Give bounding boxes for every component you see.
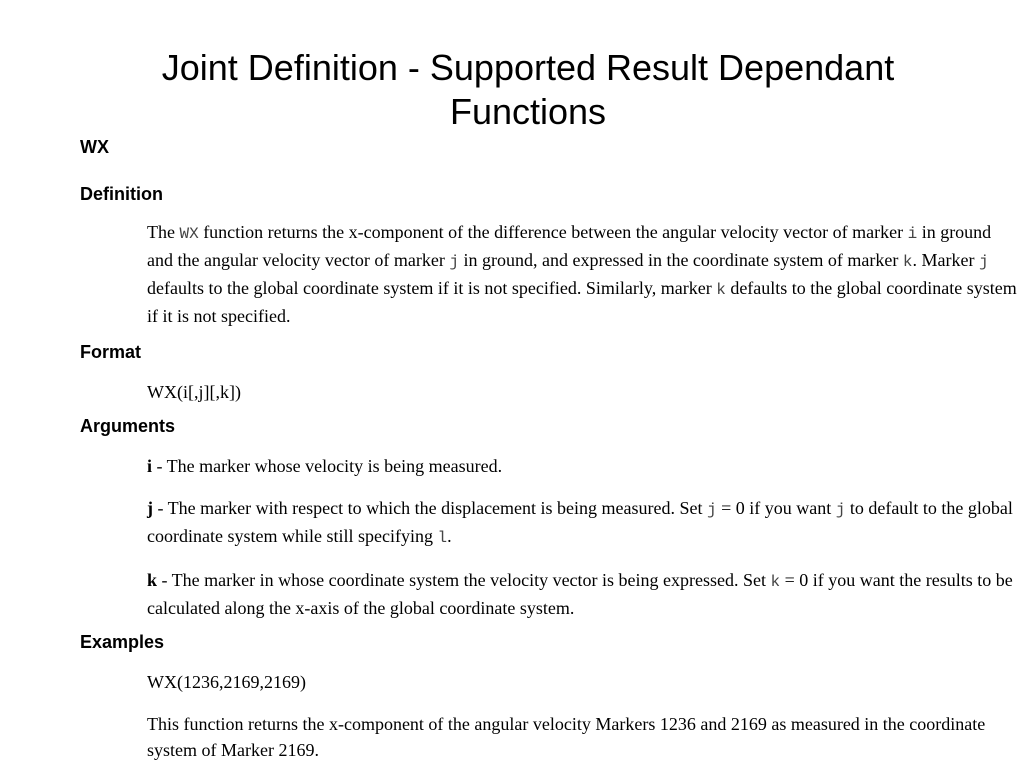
definition-text-part: defaults to the global coordinate system if it is not specified. Similarly, marker [147, 278, 717, 298]
definition-text-part: . Marker [912, 250, 979, 270]
definition-text-part: in ground, and expressed in the coordinate system of marker [458, 250, 903, 270]
code-token: l [437, 529, 448, 547]
definition-text [80, 219, 1020, 329]
argument-name: k [147, 570, 158, 590]
argument-text-part: = 0 if you want [716, 498, 836, 518]
argument-j [80, 495, 1020, 551]
argument-text-part: - The marker with respect to which the displacement is being measured. Set [153, 498, 708, 518]
code-token: j [835, 501, 846, 519]
argument-text-part: = 0 if you want the results to be calculated along the x-axis of the global coordinate system. [147, 570, 1013, 618]
definition-text-part: in ground and the angular velocity vector of marker [147, 222, 992, 270]
argument-text-part: . [447, 526, 452, 546]
title-line-2: Functions [449, 91, 607, 132]
code-token: WX [179, 225, 199, 243]
argument-name: j [147, 498, 153, 518]
code-token: i [907, 225, 918, 243]
definition-heading: Definition [80, 184, 163, 204]
code-token: j [449, 253, 459, 271]
examples-heading: Examples [80, 632, 165, 652]
code-token: k [902, 253, 913, 271]
example-description: This function returns the x-component of the angular velocity Markers 1236 and 2169 as measured in the coordinate system of Marker 2169. [147, 714, 986, 760]
argument-k [80, 567, 1020, 621]
slide-title [40, 46, 1016, 134]
definition-text-part: defaults to the global coordinate system if it is not specified. [147, 278, 1017, 326]
argument-name: i [147, 456, 153, 476]
format-heading: Format [80, 342, 142, 362]
format-syntax: WX(i[,j][,k]) [147, 382, 241, 402]
definition-text-part: The [147, 222, 180, 242]
arguments-heading: Arguments [80, 416, 176, 436]
definition-text-part: function returns the x-component of the difference between the angular velocity vector of marker [198, 222, 908, 242]
title-line-1: Joint Definition - Supported Result Dependant [161, 47, 895, 88]
code-token: j [978, 253, 989, 271]
argument-text-part: - The marker in whose coordinate system the velocity vector is being expressed. Set [157, 570, 771, 590]
code-token: k [770, 573, 781, 591]
function-name-heading: WX [80, 137, 109, 157]
argument-text-part: to default to the global coordinate system while still specifying [147, 498, 1013, 546]
example-code: WX(1236,2169,2169) [147, 672, 306, 692]
code-token: k [716, 281, 726, 299]
code-token: j [707, 501, 717, 519]
argument-i [80, 453, 1020, 479]
argument-text-part: - The marker whose velocity is being measured. [152, 456, 503, 476]
document-body [80, 136, 1020, 763]
